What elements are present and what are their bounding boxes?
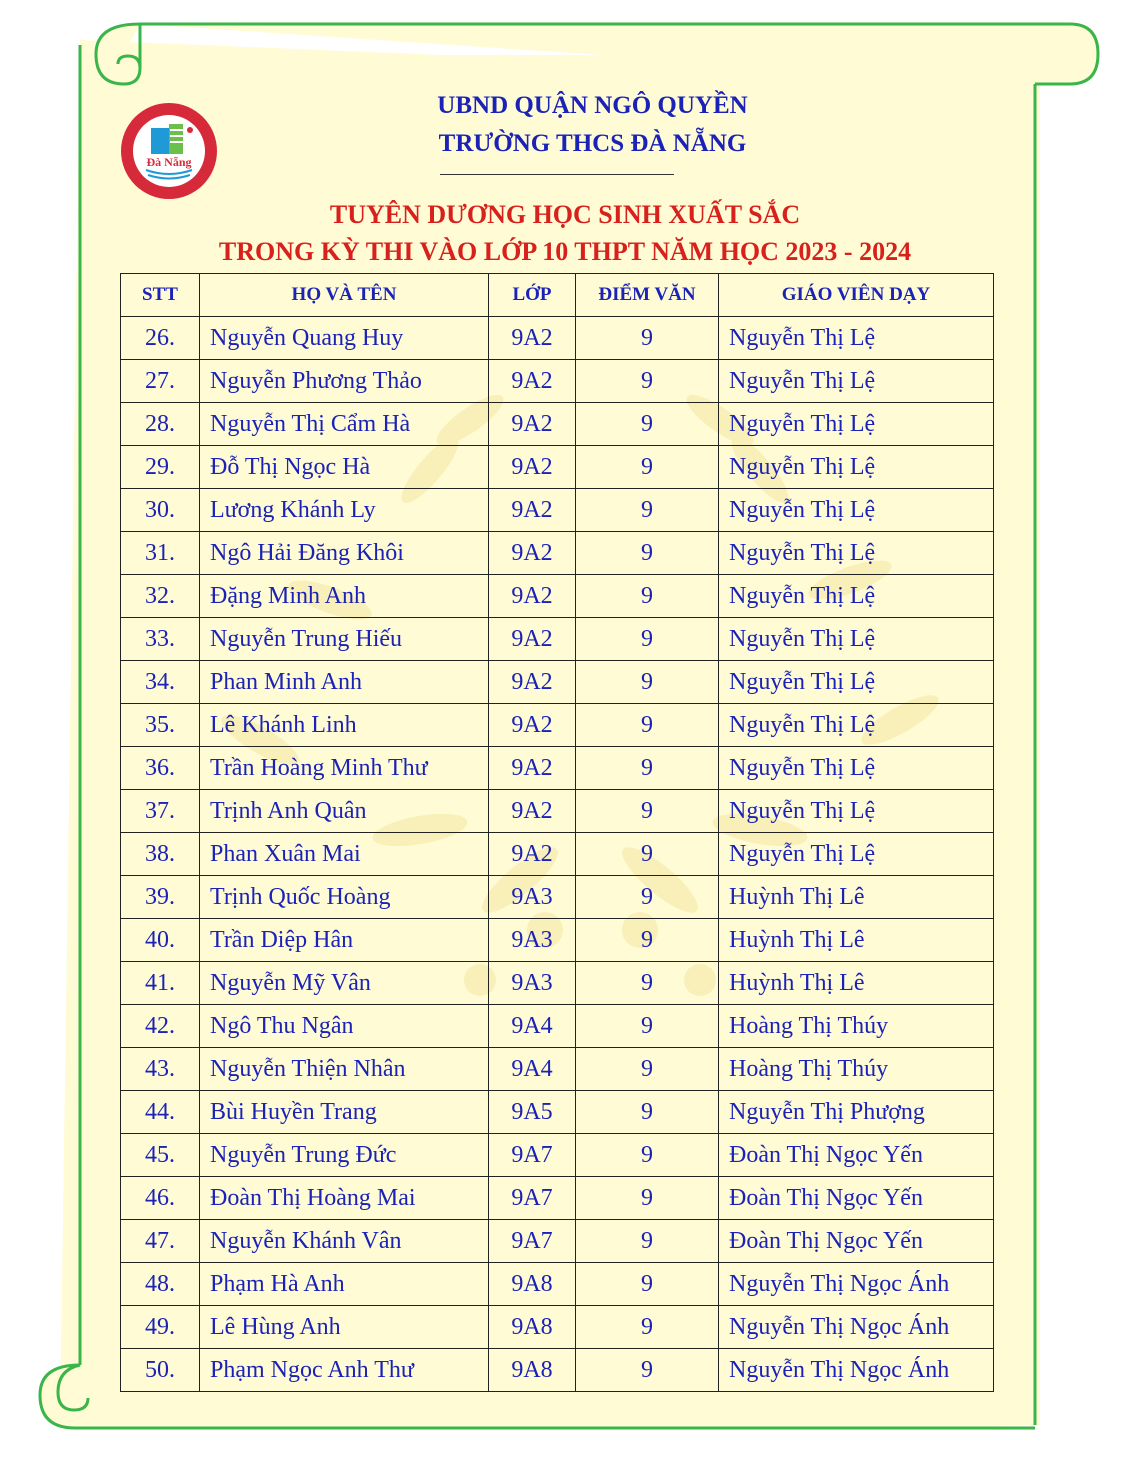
- cell-name: Trần Hoàng Minh Thư: [200, 747, 489, 790]
- cell-teacher: Nguyễn Thị Lệ: [719, 833, 994, 876]
- cell-score: 9: [576, 1048, 719, 1091]
- cell-stt: 37.: [121, 790, 200, 833]
- cell-teacher: Đoàn Thị Ngọc Yến: [719, 1134, 994, 1177]
- cell-score: 9: [576, 876, 719, 919]
- table-row: [121, 790, 994, 833]
- table-row: [121, 1349, 994, 1392]
- cell-score: 9: [576, 747, 719, 790]
- cell-teacher: Huỳnh Thị Lê: [719, 962, 994, 1005]
- cell-stt: 33.: [121, 618, 200, 661]
- org-line-1: UBND QUẬN NGÔ QUYỀN: [437, 92, 748, 119]
- cell-score: 9: [576, 1306, 719, 1349]
- cell-teacher: Đoàn Thị Ngọc Yến: [719, 1220, 994, 1263]
- table-header-row: [121, 274, 994, 317]
- cell-name: Trần Diệp Hân: [200, 919, 489, 962]
- cell-name: Trịnh Quốc Hoàng: [200, 876, 489, 919]
- cell-teacher: Nguyễn Thị Lệ: [719, 446, 994, 489]
- cell-score: 9: [576, 1134, 719, 1177]
- cell-name: Nguyễn Thị Cẩm Hà: [200, 403, 489, 446]
- cell-stt: 38.: [121, 833, 200, 876]
- cell-stt: 50.: [121, 1349, 200, 1392]
- cell-stt: 49.: [121, 1306, 200, 1349]
- cell-class: 9A7: [489, 1134, 576, 1177]
- cell-class: 9A2: [489, 489, 576, 532]
- table-row: [121, 962, 994, 1005]
- cell-stt: 48.: [121, 1263, 200, 1306]
- cell-name: Nguyễn Thiện Nhân: [200, 1048, 489, 1091]
- table-row: [121, 1306, 994, 1349]
- cell-teacher: Nguyễn Thị Lệ: [719, 618, 994, 661]
- cell-teacher: Hoàng Thị Thúy: [719, 1048, 994, 1091]
- cell-score: 9: [576, 1220, 719, 1263]
- cell-score: 9: [576, 1005, 719, 1048]
- cell-stt: 45.: [121, 1134, 200, 1177]
- cell-class: 9A7: [489, 1177, 576, 1220]
- cell-stt: 26.: [121, 317, 200, 360]
- cell-class: 9A2: [489, 618, 576, 661]
- cell-class: 9A2: [489, 446, 576, 489]
- org-line-2: TRƯỜNG THCS ĐÀ NẴNG: [438, 130, 747, 157]
- table-row: [121, 1048, 994, 1091]
- cell-score: 9: [576, 704, 719, 747]
- cell-name: Đặng Minh Anh: [200, 575, 489, 618]
- cell-class: 9A3: [489, 876, 576, 919]
- cell-stt: 28.: [121, 403, 200, 446]
- logo-text: Đà Nẵng: [146, 155, 192, 169]
- cell-name: Trịnh Anh Quân: [200, 790, 489, 833]
- cell-stt: 44.: [121, 1091, 200, 1134]
- table-row: [121, 618, 994, 661]
- cell-class: 9A8: [489, 1263, 576, 1306]
- cell-score: 9: [576, 661, 719, 704]
- cell-name: Nguyễn Khánh Vân: [200, 1220, 489, 1263]
- title-line-2: TRONG KỲ THI VÀO LỚP 10 THPT NĂM HỌC 2023 - 2024: [218, 237, 912, 266]
- cell-class: 9A8: [489, 1306, 576, 1349]
- cell-class: 9A2: [489, 575, 576, 618]
- cell-score: 9: [576, 446, 719, 489]
- cell-name: Lương Khánh Ly: [200, 489, 489, 532]
- table-row: [121, 919, 994, 962]
- header-stt: STT: [121, 274, 200, 317]
- header-divider: [440, 174, 674, 175]
- cell-class: 9A7: [489, 1220, 576, 1263]
- table-row: [121, 360, 994, 403]
- cell-name: Nguyễn Mỹ Vân: [200, 962, 489, 1005]
- cell-teacher: Hoàng Thị Thúy: [719, 1005, 994, 1048]
- cell-score: 9: [576, 360, 719, 403]
- cell-teacher: Nguyễn Thị Lệ: [719, 661, 994, 704]
- table-row: [121, 1091, 994, 1134]
- cell-class: 9A2: [489, 833, 576, 876]
- cell-score: 9: [576, 919, 719, 962]
- table-row: [121, 1134, 994, 1177]
- cell-teacher: Nguyễn Thị Lệ: [719, 489, 994, 532]
- cell-name: Lê Khánh Linh: [200, 704, 489, 747]
- cell-name: Lê Hùng Anh: [200, 1306, 489, 1349]
- cell-stt: 47.: [121, 1220, 200, 1263]
- table-row: [121, 833, 994, 876]
- cell-class: 9A3: [489, 962, 576, 1005]
- table-row: [121, 532, 994, 575]
- cell-teacher: Nguyễn Thị Lệ: [719, 360, 994, 403]
- cell-name: Phạm Hà Anh: [200, 1263, 489, 1306]
- cell-stt: 30.: [121, 489, 200, 532]
- table-row: [121, 489, 994, 532]
- cell-stt: 40.: [121, 919, 200, 962]
- cell-teacher: Nguyễn Thị Lệ: [719, 403, 994, 446]
- cell-stt: 36.: [121, 747, 200, 790]
- cell-score: 9: [576, 1349, 719, 1392]
- cell-name: Nguyễn Trung Hiếu: [200, 618, 489, 661]
- table-row: [121, 661, 994, 704]
- cell-stt: 34.: [121, 661, 200, 704]
- cell-stt: 35.: [121, 704, 200, 747]
- cell-stt: 27.: [121, 360, 200, 403]
- cell-teacher: Nguyễn Thị Lệ: [719, 790, 994, 833]
- cell-teacher: Nguyễn Thị Lệ: [719, 704, 994, 747]
- header-class: LỚP: [489, 274, 576, 317]
- cell-class: 9A2: [489, 704, 576, 747]
- cell-class: 9A2: [489, 403, 576, 446]
- cell-name: Phạm Ngọc Anh Thư: [200, 1349, 489, 1392]
- header-score: ĐIỂM VĂN: [576, 274, 719, 317]
- cell-stt: 43.: [121, 1048, 200, 1091]
- cell-class: 9A2: [489, 747, 576, 790]
- cell-teacher: Nguyễn Thị Lệ: [719, 317, 994, 360]
- cell-teacher: Đoàn Thị Ngọc Yến: [719, 1177, 994, 1220]
- cell-stt: 42.: [121, 1005, 200, 1048]
- cell-class: 9A2: [489, 661, 576, 704]
- cell-name: Bùi Huyền Trang: [200, 1091, 489, 1134]
- header-teacher: GIÁO VIÊN DẠY: [719, 274, 994, 317]
- cell-score: 9: [576, 532, 719, 575]
- cell-teacher: Huỳnh Thị Lê: [719, 919, 994, 962]
- cell-teacher: Nguyễn Thị Ngọc Ánh: [719, 1349, 994, 1392]
- cell-name: Nguyễn Quang Huy: [200, 317, 489, 360]
- cell-score: 9: [576, 1263, 719, 1306]
- table-row: [121, 1177, 994, 1220]
- header-name: HỌ VÀ TÊN: [200, 274, 489, 317]
- cell-class: 9A2: [489, 790, 576, 833]
- cell-score: 9: [576, 833, 719, 876]
- cell-name: Phan Minh Anh: [200, 661, 489, 704]
- table-row: [121, 876, 994, 919]
- title-line-1: TUYÊN DƯƠNG HỌC SINH XUẤT SẮC: [329, 200, 801, 229]
- cell-name: Ngô Thu Ngân: [200, 1005, 489, 1048]
- cell-teacher: Nguyễn Thị Lệ: [719, 575, 994, 618]
- cell-stt: 46.: [121, 1177, 200, 1220]
- cell-score: 9: [576, 575, 719, 618]
- table-row: [121, 1263, 994, 1306]
- cell-score: 9: [576, 618, 719, 661]
- table-row: [121, 1005, 994, 1048]
- cell-class: 9A3: [489, 919, 576, 962]
- cell-name: Nguyễn Phương Thảo: [200, 360, 489, 403]
- cell-name: Ngô Hải Đăng Khôi: [200, 532, 489, 575]
- table-row: [121, 403, 994, 446]
- cell-score: 9: [576, 1177, 719, 1220]
- results-table: [120, 273, 994, 1392]
- cell-class: 9A4: [489, 1048, 576, 1091]
- table-row: [121, 1220, 994, 1263]
- cell-class: 9A5: [489, 1091, 576, 1134]
- cell-score: 9: [576, 962, 719, 1005]
- cell-name: Phan Xuân Mai: [200, 833, 489, 876]
- cell-teacher: Nguyễn Thị Phượng: [719, 1091, 994, 1134]
- table-row: [121, 704, 994, 747]
- cell-score: 9: [576, 317, 719, 360]
- cell-name: Nguyễn Trung Đức: [200, 1134, 489, 1177]
- cell-score: 9: [576, 1091, 719, 1134]
- table-row: [121, 747, 994, 790]
- cell-name: Đỗ Thị Ngọc Hà: [200, 446, 489, 489]
- cell-score: 9: [576, 489, 719, 532]
- cell-stt: 31.: [121, 532, 200, 575]
- table-row: [121, 317, 994, 360]
- cell-name: Đoàn Thị Hoàng Mai: [200, 1177, 489, 1220]
- cell-teacher: Nguyễn Thị Ngọc Ánh: [719, 1263, 994, 1306]
- cell-teacher: Nguyễn Thị Lệ: [719, 532, 994, 575]
- cell-score: 9: [576, 403, 719, 446]
- table-row: [121, 575, 994, 618]
- cell-class: 9A2: [489, 317, 576, 360]
- cell-stt: 32.: [121, 575, 200, 618]
- cell-stt: 29.: [121, 446, 200, 489]
- cell-teacher: Huỳnh Thị Lê: [719, 876, 994, 919]
- table-body: [121, 317, 994, 1392]
- cell-stt: 39.: [121, 876, 200, 919]
- table-row: [121, 446, 994, 489]
- cell-class: 9A8: [489, 1349, 576, 1392]
- cell-stt: 41.: [121, 962, 200, 1005]
- cell-class: 9A4: [489, 1005, 576, 1048]
- cell-teacher: Nguyễn Thị Ngọc Ánh: [719, 1306, 994, 1349]
- cell-teacher: Nguyễn Thị Lệ: [719, 747, 994, 790]
- cell-class: 9A2: [489, 532, 576, 575]
- cell-score: 9: [576, 790, 719, 833]
- cell-class: 9A2: [489, 360, 576, 403]
